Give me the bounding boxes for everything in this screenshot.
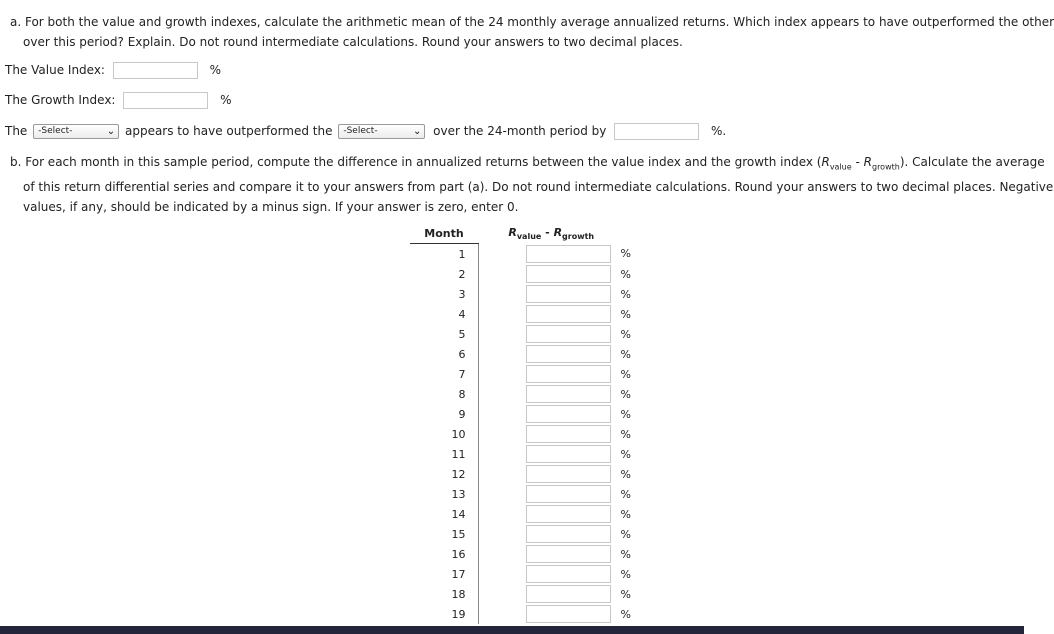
minus-sign: -: [541, 225, 554, 239]
return-diff-input[interactable]: [526, 445, 611, 463]
select-2-value: -Select-: [343, 126, 378, 136]
table-row: [410, 564, 631, 584]
return-diff-cell: [478, 424, 611, 444]
table-row: [410, 284, 631, 304]
return-diff-input[interactable]: [526, 265, 611, 283]
growth-index-input[interactable]: [123, 92, 208, 109]
return-diff-cell: [478, 464, 611, 484]
return-diff-cell: [478, 384, 611, 404]
value-index-row: [5, 62, 221, 79]
percent-sign: %: [620, 447, 631, 461]
part-b-line3: values, if any, should be indicated by a minus sign. If your answer is zero, enter 0.: [23, 200, 519, 215]
return-diff-input[interactable]: [526, 405, 611, 423]
the-label: The: [5, 124, 28, 138]
percent-sign: %: [620, 367, 631, 381]
value-index-input[interactable]: [113, 62, 198, 79]
return-diff-input[interactable]: [526, 585, 611, 603]
part-b-question: [10, 152, 1054, 217]
appears-text: appears to have outperformed the: [124, 124, 333, 138]
return-diff-input[interactable]: [526, 545, 611, 563]
percent-sign: %: [620, 247, 631, 261]
part-a-question-line2: over this period? Explain. Do not round intermediate calculations. Round your answers to two decimal places.: [23, 35, 683, 49]
percent-sign: %: [620, 387, 631, 401]
table-row: [410, 384, 631, 404]
month-header: Month: [410, 223, 478, 244]
index-select-2[interactable]: [338, 124, 425, 139]
month-number: 15: [410, 524, 478, 544]
return-diff-cell: [478, 344, 611, 364]
percent-sign: %: [620, 527, 631, 541]
return-diff-cell: [478, 604, 611, 624]
return-diff-header: [478, 223, 611, 244]
growth-index-row: [5, 92, 232, 109]
table-row: [410, 444, 631, 464]
return-diff-input[interactable]: [526, 465, 611, 483]
r-symbol: R: [508, 225, 517, 239]
r-symbol: R: [821, 155, 830, 169]
part-a-question-line1: a. For both the value and growth indexes, calculate the arithmetic mean of the 24 monthly average annualized returns. Which index appears to have outperformed the other: [10, 15, 1054, 29]
month-number: 10: [410, 424, 478, 444]
outperform-amount-input[interactable]: [614, 123, 699, 140]
pct-header: [611, 223, 631, 244]
table-row: [410, 584, 631, 604]
table-row: [410, 504, 631, 524]
return-diff-input[interactable]: [526, 245, 611, 263]
return-differential-table: [410, 223, 631, 624]
return-diff-cell: [478, 244, 611, 265]
table-row: [410, 304, 631, 324]
return-diff-input[interactable]: [526, 425, 611, 443]
part-b-line1-pre: b. For each month in this sample period, compute the difference in annualized returns between the value index and the growth index (: [10, 155, 822, 169]
month-number: 12: [410, 464, 478, 484]
percent-sign: %: [620, 427, 631, 441]
percent-sign: %: [620, 507, 631, 521]
table-row: [410, 464, 631, 484]
chevron-down-icon: ⌄: [412, 126, 422, 137]
return-diff-cell: [478, 504, 611, 524]
table-row: [410, 424, 631, 444]
return-diff-cell: [478, 484, 611, 504]
month-number: 5: [410, 324, 478, 344]
table-body: [410, 244, 631, 625]
month-number: 6: [410, 344, 478, 364]
table-row: [410, 484, 631, 504]
table-row: [410, 544, 631, 564]
percent-sign: %: [620, 487, 631, 501]
value-subscript: value: [516, 231, 542, 241]
value-index-label: The Value Index:: [5, 63, 105, 77]
percent-sign: %: [620, 607, 631, 621]
return-diff-cell: [478, 324, 611, 344]
return-diff-input[interactable]: [526, 325, 611, 343]
month-number: 13: [410, 484, 478, 504]
month-number: 1: [410, 244, 478, 265]
return-diff-cell: [478, 284, 611, 304]
return-diff-input[interactable]: [526, 605, 611, 623]
return-diff-input[interactable]: [526, 485, 611, 503]
over-period-text: over the 24-month period by: [433, 124, 607, 138]
month-number: 18: [410, 584, 478, 604]
growth-subscript: growth: [871, 162, 900, 172]
part-b-line1-post: ). Calculate the average: [899, 155, 1045, 169]
return-diff-input[interactable]: [526, 365, 611, 383]
percent-sign: %: [620, 407, 631, 421]
return-diff-cell: [478, 564, 611, 584]
month-number: 4: [410, 304, 478, 324]
percent-sign: %: [620, 347, 631, 361]
return-diff-input[interactable]: [526, 285, 611, 303]
growth-subscript: growth: [562, 231, 595, 241]
month-number: 7: [410, 364, 478, 384]
return-diff-cell: [478, 404, 611, 424]
table-row: [410, 344, 631, 364]
table-row: [410, 264, 631, 284]
part-b-line2: of this return differential series and compare it to your answers from part (a). Do not round intermediate calculations. Round your answers to two decimal places. Negative: [23, 180, 1054, 195]
index-select-1[interactable]: [33, 124, 119, 139]
month-number: 17: [410, 564, 478, 584]
month-number: 2: [410, 264, 478, 284]
month-number: 11: [410, 444, 478, 464]
month-number: 14: [410, 504, 478, 524]
return-diff-input[interactable]: [526, 525, 611, 543]
return-diff-input[interactable]: [526, 385, 611, 403]
percent-sign: %: [620, 327, 631, 341]
return-diff-input[interactable]: [526, 345, 611, 363]
table-row: [410, 244, 631, 265]
return-diff-cell: [478, 304, 611, 324]
value-subscript: value: [829, 162, 852, 172]
return-diff-cell: [478, 364, 611, 384]
outperform-row: [5, 123, 726, 140]
chevron-down-icon: ⌄: [106, 126, 116, 137]
percent-sign: %: [620, 567, 631, 581]
percent-sign: %: [620, 307, 631, 321]
r-symbol: R: [863, 155, 872, 169]
percent-sign: %: [620, 587, 631, 601]
table-row: [410, 364, 631, 384]
return-diff-cell: [478, 524, 611, 544]
month-number: 19: [410, 604, 478, 624]
return-diff-input[interactable]: [526, 565, 611, 583]
percent-sign: %: [220, 93, 232, 107]
return-diff-input[interactable]: [526, 305, 611, 323]
month-number: 3: [410, 284, 478, 304]
percent-sign: %: [620, 287, 631, 301]
table-row: [410, 324, 631, 344]
return-diff-input[interactable]: [526, 505, 611, 523]
percent-sign: %: [620, 547, 631, 561]
select-1-value: -Select-: [38, 126, 73, 136]
bottom-bar: [0, 626, 1024, 634]
return-diff-cell: [478, 264, 611, 284]
month-number: 16: [410, 544, 478, 564]
month-number: 9: [410, 404, 478, 424]
table-row: [410, 404, 631, 424]
growth-index-label: The Growth Index:: [5, 93, 116, 107]
return-diff-cell: [478, 444, 611, 464]
percent-sign: %: [209, 63, 222, 77]
table-row: [410, 524, 631, 544]
table-row: [410, 604, 631, 624]
return-diff-cell: [478, 584, 611, 604]
minus-sign: -: [851, 155, 864, 169]
percent-sign: %: [620, 467, 631, 481]
return-diff-cell: [478, 544, 611, 564]
percent-sign: %: [620, 267, 631, 281]
month-number: 8: [410, 384, 478, 404]
percent-period: %.: [711, 124, 727, 138]
r-symbol: R: [553, 225, 563, 239]
